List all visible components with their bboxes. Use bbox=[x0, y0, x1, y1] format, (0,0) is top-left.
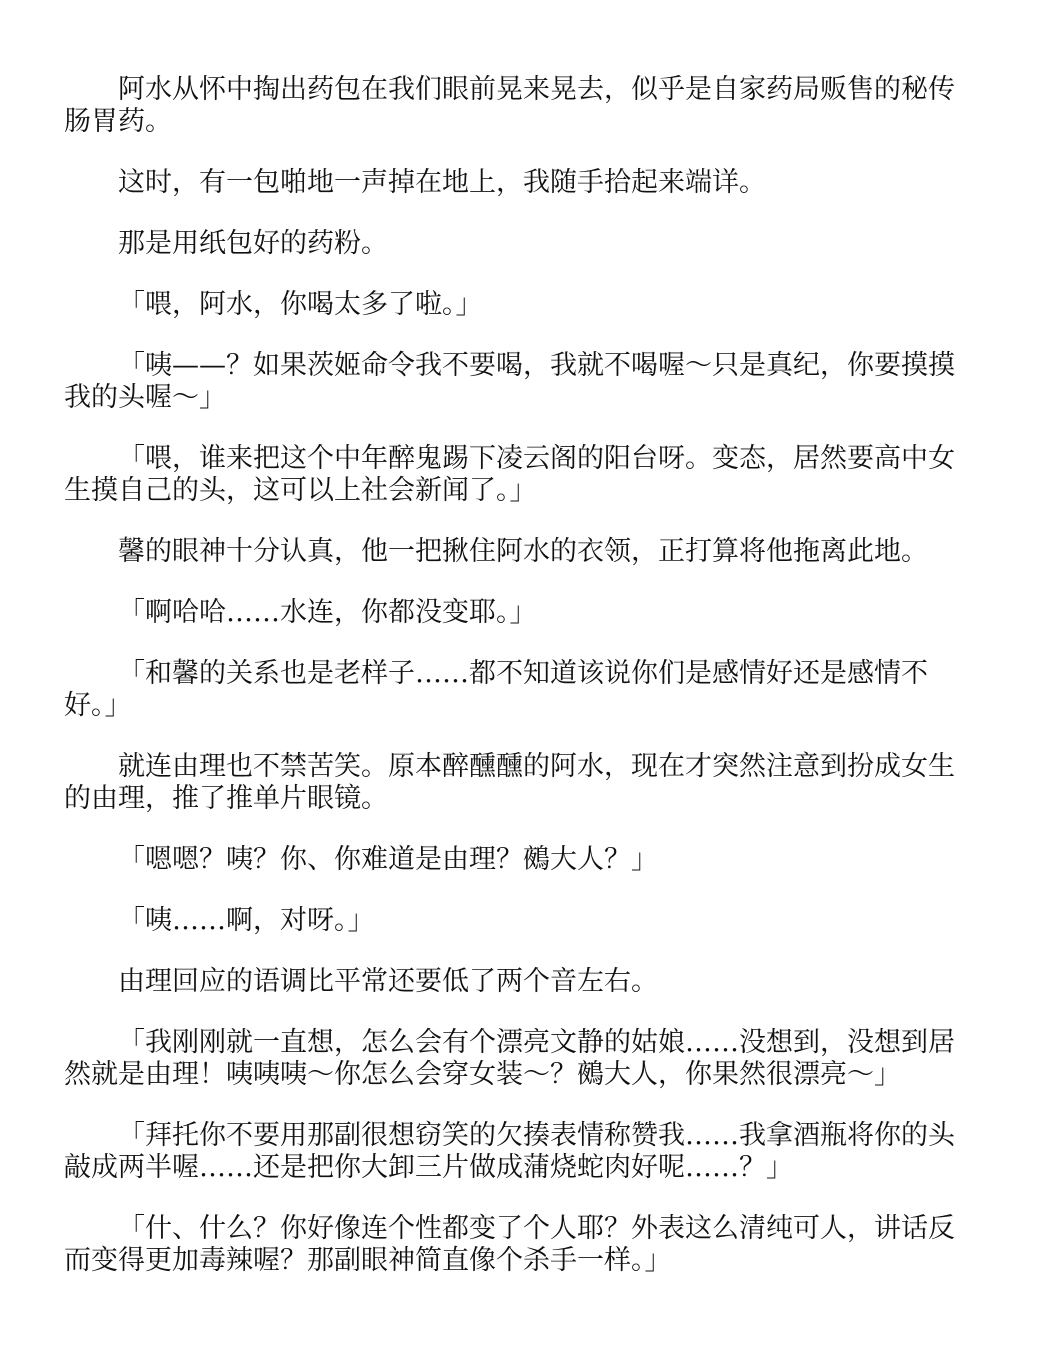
paragraph-1: 阿水从怀中掏出药包在我们眼前晃来晃去，似乎是自家药局贩售的秘传肠胃药。 bbox=[64, 74, 955, 137]
paragraph-2: 这时，有一包啪地一声掉在地上，我随手拾起来端详。 bbox=[118, 167, 766, 198]
paragraph-15: 「拜托你不要用那副很想窃笑的欠揍表情称赞我……我拿酒瓶将你的头敲成两半喔……还是把你大卸三片做成蒲烧蛇肉好呢……？」 bbox=[64, 1120, 955, 1183]
text-column bbox=[64, 74, 980, 1277]
paragraph-12: 「咦……啊，对呀。」 bbox=[118, 905, 375, 936]
paragraph-4: 「喂，阿水，你喝太多了啦。」 bbox=[118, 289, 483, 320]
paragraph-11: 「嗯嗯？咦？你、你难道是由理？鵺大人？」 bbox=[118, 844, 658, 875]
paragraph-10: 就连由理也不禁苦笑。原本醉醺醺的阿水，现在才突然注意到扮成女生的由理，推了推单片眼镜。 bbox=[64, 751, 955, 814]
paragraph-8: 「啊哈哈……水连，你都没变耶。」 bbox=[118, 597, 537, 628]
paragraph-13: 由理回应的语调比平常还要低了两个音左右。 bbox=[118, 966, 658, 997]
paragraph-14: 「我刚刚就一直想，怎么会有个漂亮文静的姑娘……没想到，没想到居然就是由理！咦咦咦～你怎么会穿女装～？鵺大人，你果然很漂亮～」 bbox=[64, 1027, 955, 1090]
paragraph-3: 那是用纸包好的药粉。 bbox=[118, 228, 388, 259]
paragraph-5: 「咦——？如果茨姬命令我不要喝，我就不喝喔～只是真纪，你要摸摸我的头喔～」 bbox=[64, 350, 955, 413]
paragraph-16: 「什、什么？你好像连个性都变了个人耶？外表这么清纯可人，讲话反而变得更加毒辣喔？那副眼神简直像个杀手一样。」 bbox=[64, 1213, 955, 1276]
paragraph-6: 「喂，谁来把这个中年醉鬼踢下凌云阁的阳台呀。变态，居然要高中女生摸自己的头，这可以上社会新闻了。」 bbox=[64, 443, 955, 506]
paragraph-7: 馨的眼神十分认真，他一把揪住阿水的衣领，正打算将他拖离此地。 bbox=[118, 536, 928, 567]
paragraph-9: 「和馨的关系也是老样子……都不知道该说你们是感情好还是感情不好。」 bbox=[64, 658, 928, 721]
